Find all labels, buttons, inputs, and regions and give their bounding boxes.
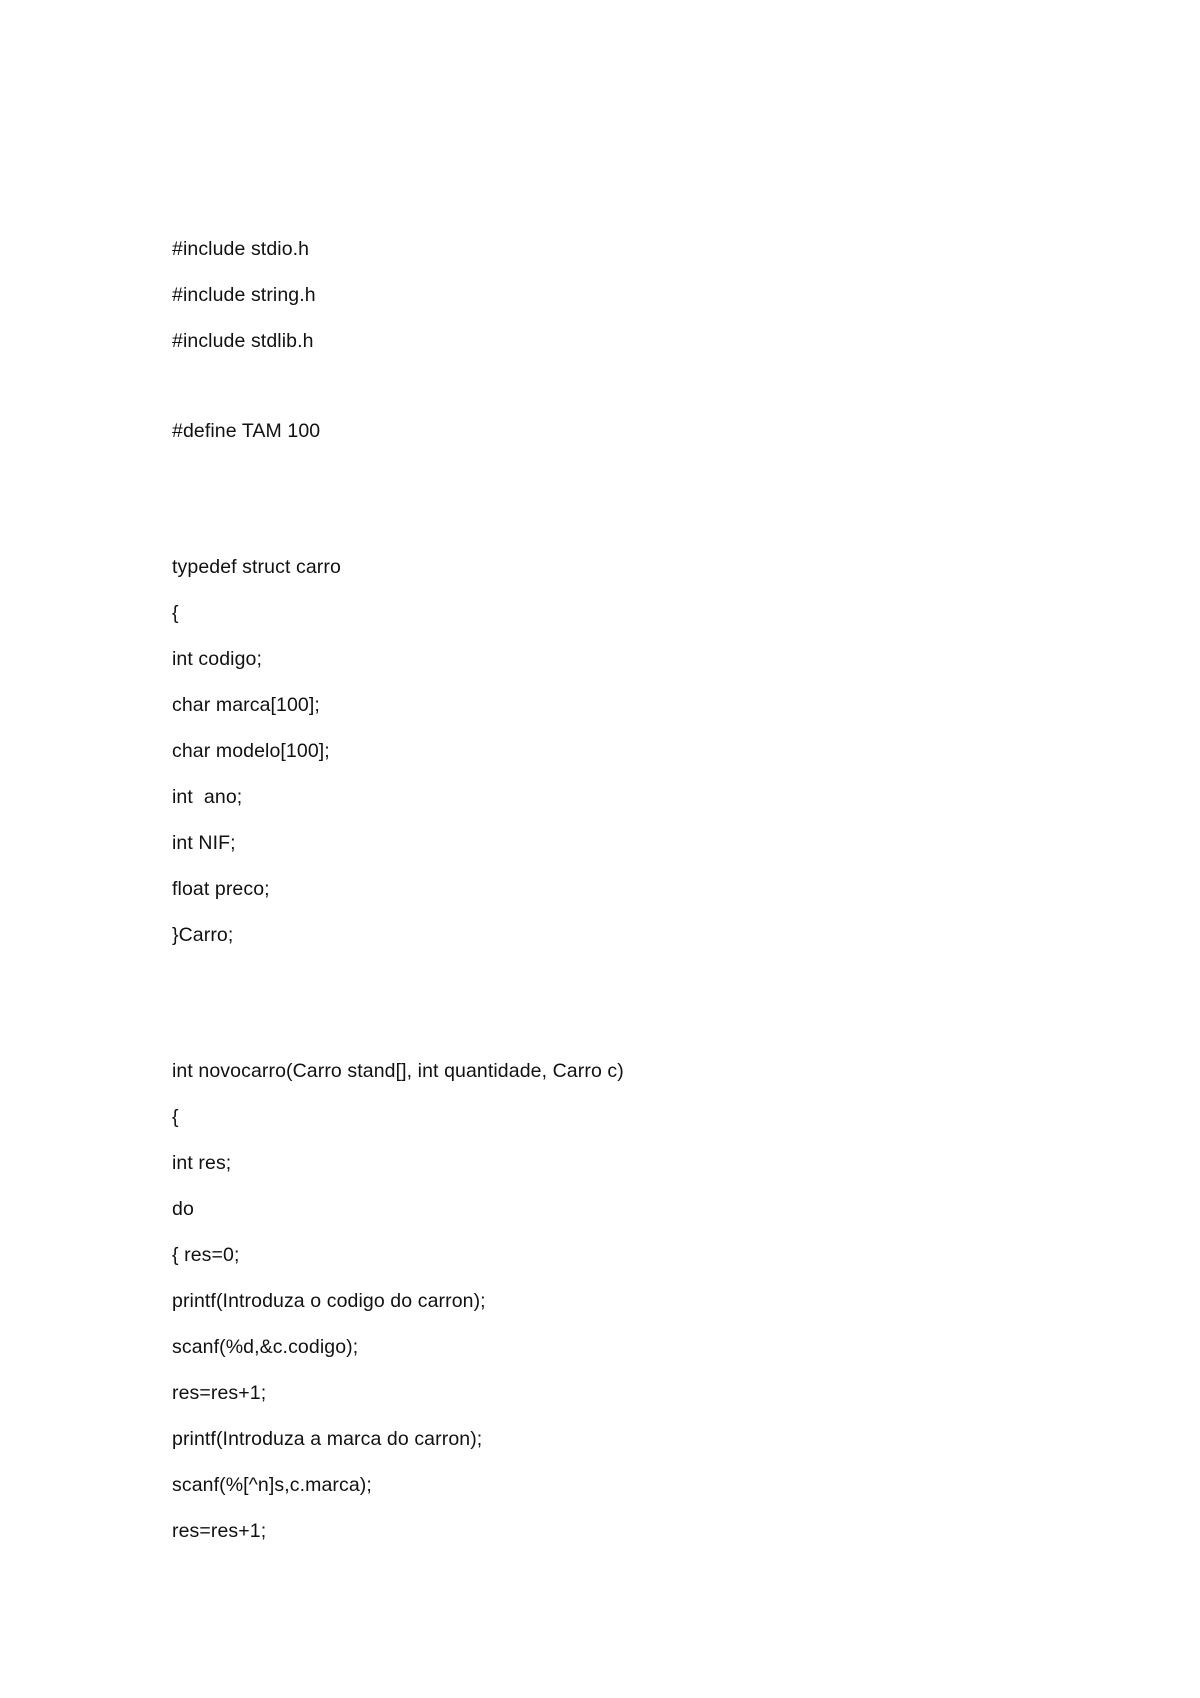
code-line: { — [172, 1106, 179, 1128]
code-line: res=res+1; — [172, 1382, 267, 1404]
code-line: printf(Introduza a marca do carron); — [172, 1428, 483, 1450]
code-line: #include string.h — [172, 284, 316, 306]
code-line: char modelo[100]; — [172, 740, 330, 762]
code-line: { res=0; — [172, 1244, 240, 1266]
code-line: char marca[100]; — [172, 694, 320, 716]
code-line: int ano; — [172, 786, 243, 808]
code-line: #define TAM 100 — [172, 420, 321, 442]
code-line: int res; — [172, 1152, 232, 1174]
blank-line — [172, 462, 1072, 552]
code-line: #include stdlib.h — [172, 330, 314, 352]
code-listing — [172, 234, 1072, 1562]
code-line: #include stdio.h — [172, 238, 310, 260]
code-line: int NIF; — [172, 832, 236, 854]
code-line: int codigo; — [172, 648, 262, 670]
code-line: { — [172, 602, 179, 624]
blank-line — [172, 966, 1072, 1056]
code-line: float preco; — [172, 878, 270, 900]
code-line: }Carro; — [172, 924, 234, 946]
code-line: printf(Introduza o codigo do carron); — [172, 1290, 486, 1312]
blank-line — [172, 372, 1072, 416]
code-line: res=res+1; — [172, 1520, 267, 1542]
code-line: scanf(%[^n]s,c.marca); — [172, 1474, 372, 1496]
code-line: do — [172, 1198, 194, 1220]
code-line: scanf(%d,&c.codigo); — [172, 1336, 359, 1358]
code-line: typedef struct carro — [172, 556, 341, 578]
code-line: int novocarro(Carro stand[], int quantidade, Carro c) — [172, 1060, 624, 1082]
